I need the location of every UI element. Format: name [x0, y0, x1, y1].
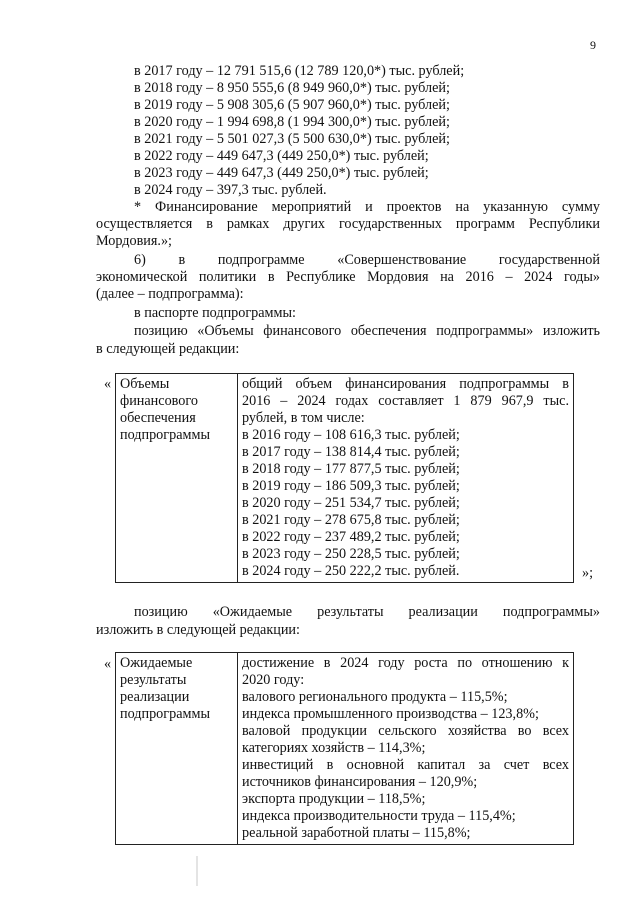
item6-word: «Совершенствование — [337, 252, 467, 268]
results-table-value — [238, 653, 574, 845]
label-line: обеспечения — [120, 410, 196, 426]
year-line: в 2019 году – 186 509,3 тыс. рублей; — [242, 478, 460, 494]
funding-line: в 2024 году – 397,3 тыс. рублей. — [134, 182, 327, 198]
item6-word: подпрограмме — [217, 252, 305, 268]
results-table-label — [116, 653, 238, 845]
footnote-line: осуществляется в рамках других государственных программ Республики — [96, 216, 600, 232]
funding-line: в 2020 году – 1 994 698,8 (1 994 300,0*) тыс. рублей; — [134, 114, 450, 130]
expected-heading — [134, 604, 600, 621]
expected-word: позицию — [134, 604, 188, 620]
funding-table — [115, 373, 574, 583]
scan-mark — [196, 856, 198, 886]
open-quote: « — [104, 376, 112, 392]
expected-word: реализации — [408, 604, 478, 620]
year-line: в 2022 году – 237 489,2 тыс. рублей; — [242, 529, 460, 545]
funding-line: в 2022 году – 449 647,3 (449 250,0*) тыс. рублей; — [134, 148, 429, 164]
year-line: в 2018 году – 177 877,5 тыс. рублей; — [242, 461, 460, 477]
funding-line: в 2023 году – 449 647,3 (449 250,0*) тыс. рублей; — [134, 165, 429, 181]
item6-word: государственной — [498, 252, 600, 268]
value-line: валовой продукции сельского хозяйства во всех — [242, 723, 569, 739]
value-line: реальной заработной платы – 115,8%; — [242, 825, 471, 841]
value-line: инвестиций в основной капитал за счет всех — [242, 757, 569, 773]
label-line: подпрограммы — [120, 427, 210, 443]
label-line: Ожидаемые — [120, 655, 193, 671]
year-line: в 2021 году – 278 675,8 тыс. рублей; — [242, 512, 460, 528]
funding-line: в 2019 году – 5 908 305,6 (5 907 960,0*) тыс. рублей; — [134, 97, 450, 113]
expected-word: «Ожидаемые — [212, 604, 293, 620]
item6-line: (далее – подпрограмма): — [96, 286, 244, 302]
funding-table-label — [116, 374, 238, 583]
item6-line: в следующей редакции: — [96, 341, 240, 357]
funding-line: в 2018 году – 8 950 555,6 (8 949 960,0*) тыс. рублей; — [134, 80, 450, 96]
label-line: реализации — [120, 689, 190, 705]
year-line: в 2016 году – 108 616,3 тыс. рублей; — [242, 427, 460, 443]
expected-line: изложить в следующей редакции: — [96, 622, 300, 638]
expected-word: подпрограммы» — [502, 604, 600, 620]
value-line: 2016 – 2024 годах составляет 1 879 967,9 тыс. — [242, 393, 569, 409]
value-line: рублей, в том числе: — [242, 410, 365, 426]
expected-word: результаты — [317, 604, 384, 620]
funding-line: в 2017 году – 12 791 515,6 (12 789 120,0*) тыс. рублей; — [134, 63, 465, 79]
label-line: подпрограммы — [120, 706, 210, 722]
item6-line: в паспорте подпрограммы: — [134, 305, 296, 321]
value-line: индекса промышленного производства – 123,8%; — [242, 706, 539, 722]
value-line: валового регионального продукта – 115,5%; — [242, 689, 508, 705]
results-table — [115, 652, 574, 845]
close-quote: »; — [582, 565, 594, 581]
year-line: в 2024 году – 250 222,2 тыс. рублей. — [242, 563, 460, 579]
item6-word: 6) — [134, 252, 146, 268]
funding-line: в 2021 году – 5 501 027,3 (5 500 630,0*) тыс. рублей; — [134, 131, 450, 147]
open-quote: « — [104, 656, 112, 672]
item6-line: экономической политики в Республике Мордовия на 2016 – 2024 годы» — [96, 269, 600, 285]
year-line: в 2020 году – 251 534,7 тыс. рублей; — [242, 495, 460, 511]
year-line: в 2017 году – 138 814,4 тыс. рублей; — [242, 444, 460, 460]
value-line: общий объем финансирования подпрограммы в — [242, 376, 569, 392]
footnote-line: Мордовия.»; — [96, 233, 172, 249]
value-line: достижение в 2024 году роста по отношению к — [242, 655, 569, 671]
value-line: индекса производительности труда – 115,4%; — [242, 808, 516, 824]
page-number: 9 — [590, 38, 596, 52]
year-line: в 2023 году – 250 228,5 тыс. рублей; — [242, 546, 460, 562]
value-line: источников финансирования – 120,9%; — [242, 774, 478, 790]
label-line: финансового — [120, 393, 198, 409]
item6-heading — [134, 252, 600, 269]
value-line: экспорта продукции – 118,5%; — [242, 791, 426, 807]
label-line: результаты — [120, 672, 187, 688]
funding-table-value — [238, 374, 574, 583]
label-line: Объемы — [120, 376, 170, 392]
value-line: 2020 году: — [242, 672, 305, 688]
item6-line: позицию «Объемы финансового обеспечения подпрограммы» изложить — [134, 323, 600, 339]
footnote-line: * Финансирование мероприятий и проектов на указанную сумму — [134, 199, 600, 215]
item6-word: в — [178, 252, 186, 268]
value-line: категориях хозяйств – 114,3%; — [242, 740, 426, 756]
